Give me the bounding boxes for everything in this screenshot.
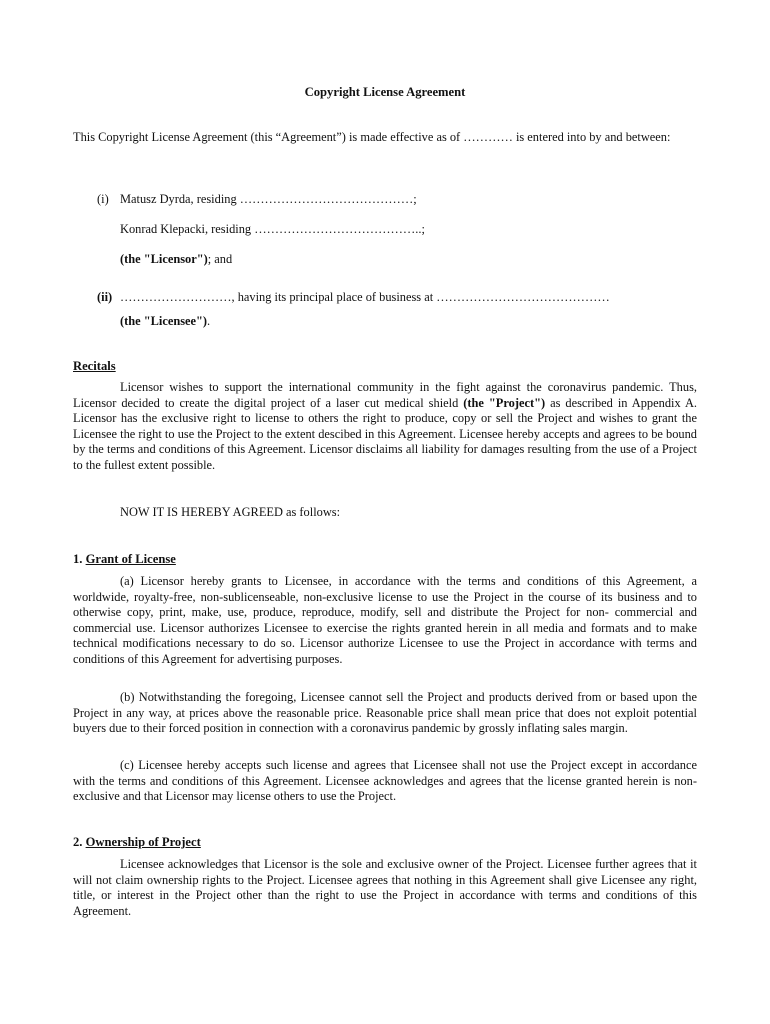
party-i-line2: Konrad Klepacki, residing …………………………………..; (120, 222, 425, 236)
section2-number: 2. (73, 835, 83, 849)
section2-title: Ownership of Project (85, 835, 201, 849)
party-i-line1: Matusz Dyrda, residing ……………………………………; (120, 192, 417, 206)
section1-para-b: (b) Notwithstanding the foregoing, Licensee cannot sell the Project and products derived from or based upon the Project in any way, at prices above the reasonable price. Reasonable price shall mean price that does not exploit potential buyers due to their forced position in connection with a coronavirus pandemic by grossly inflating sales margin. (73, 690, 697, 736)
licensee-label: (the "Licensee") (120, 314, 208, 328)
recitals-paragraph (73, 380, 697, 474)
party-ii-marker: (ii) (97, 290, 113, 304)
intro-paragraph: This Copyright License Agreement (this “Agreement”) is made effective as of ………… is entered into by and between: (73, 130, 671, 144)
project-label: (the "Project") (463, 395, 546, 410)
section1-title: Grant of License (85, 552, 176, 566)
licensor-suffix: ; and (207, 252, 233, 266)
recitals-text-a: Licensor wishes to support the international community in the fight against the coronavirus pandemic. Thus, Licensor decided to create the digital project of a laser cut medical shield (73, 380, 697, 410)
document-title: Copyright License Agreement (304, 85, 466, 99)
section2-heading (73, 835, 201, 850)
recitals-text-b: as described in Appendix A. Licensor has the exclusive right to license to others the right to produce, copy or sell the Project and wishes to grant the Licensee the right to use the Project to the extent descibed in this Agreement. Licensee hereby accepts and agrees to be bound by the terms and conditions of this Agreement. Licensor disclaims all liability for damages resulting from the use of a Project to the fullest extent possible. (73, 395, 698, 472)
party-i-marker: (i) (97, 192, 109, 206)
section1-para-c: (c) Licensee hereby accepts such license and agrees that Licensee shall not use the Project except in accordance with the terms and conditions of this Agreement. Licensee acknowledges and agrees that the license granted herein is non-exclusive and that Licensor may license others to use the Project. (73, 758, 697, 804)
party-ii-line: ………………………, having its principal place of business at …………………………………… (120, 290, 610, 304)
licensee-suffix: . (207, 314, 211, 328)
licensor-definition (120, 252, 232, 267)
licensor-label: (the "Licensor") (120, 252, 208, 266)
licensee-definition (120, 314, 210, 329)
agreed-statement: NOW IT IS HEREBY AGREED as follows: (120, 505, 341, 519)
section2-paragraph: Licensee acknowledges that Licensor is the sole and exclusive owner of the Project. Licensee further agrees that it will not claim ownership rights to the Project. Licensee agrees that nothing in this Agreement shall give Licensee any right, title, or interest in the Project other than the right to use the Project in accordance with terms and conditions of this Agreement. (73, 857, 697, 918)
section1-number: 1. (73, 552, 83, 566)
section1-heading (73, 552, 176, 567)
recitals-heading: Recitals (73, 359, 116, 373)
section1-para-a: (a) Licensor hereby grants to Licensee, in accordance with the terms and conditions of this Agreement, a worldwide, royalty-free, non-sublicenseable, non-exclusive license to use the Project in the course of its business and to otherwise copy, print, make, use, produce, reproduce, modify, sell and distribute the Project for non- commercial and commercial use. Licensor authorizes Licensee to exercise the rights granted herein in all media and formats and to make technical modifications necessary to do so. Licensor authorize Licensee to use the Project in accordance with terms and conditions of this Agreement for advertising purposes. (73, 574, 697, 666)
